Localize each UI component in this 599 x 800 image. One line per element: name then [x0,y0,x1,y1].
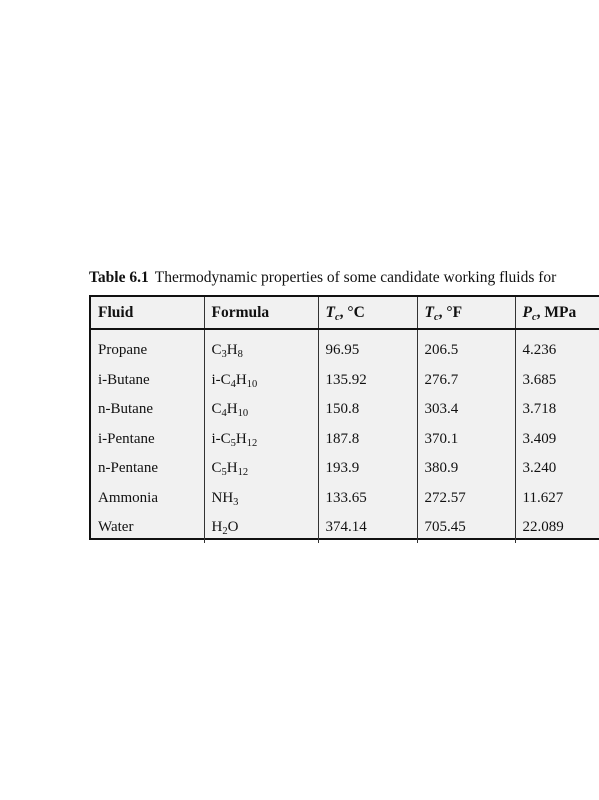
cell-tc-celsius: 96.95 [318,329,417,366]
cell-tc-celsius: 187.8 [318,425,417,455]
cell-pc-mpa: 11.627 [522,489,564,506]
cell-formula: $C_4H_{10}$ [204,395,318,425]
cell-fluid: Propane [91,329,204,366]
cell-pc-mpa: 3.409 [522,430,557,447]
cell-tc-celsius: 193.9 [318,454,417,484]
table-row [91,484,599,514]
cell-formula: $C_3H_8$ [204,329,318,366]
cell-pc-mpa: 4.236 [522,342,557,359]
cell-fluid: i-Pentane [91,425,204,455]
header-fluid: Fluid [91,297,204,329]
header-pc-mpa: $P_c$, MPa [515,297,599,329]
table-row [91,395,599,425]
cell-formula: $i-C_5H_{12}$ [204,425,318,455]
cell-fluid: n-Pentane [91,454,204,484]
cell-formula: $C_5H_{12}$ [204,454,318,484]
cell-tc-celsius: 374.14 [318,513,417,543]
cell-pc-mpa: 3.718 [522,401,557,418]
cell-fluid: i-Butane [91,366,204,396]
cell-tc-fahrenheit: 276.7 [417,366,515,396]
table-caption [89,268,556,288]
cell-tc-celsius: 133.65 [318,484,417,514]
properties-table [89,295,599,540]
cell-tc-fahrenheit: 303.4 [417,395,515,425]
header-tc-celsius: $T_c$, °C [318,297,417,329]
cell-tc-fahrenheit: 272.57 [417,484,515,514]
table-title: Thermodynamic properties of some candidate working fluids for [154,269,557,286]
cell-pc-mpa: 3.685 [522,371,557,388]
table-header-row [91,297,599,329]
cell-pc-mpa: 22.089 [522,519,564,536]
cell-formula: $H_2O$ [204,513,318,543]
table-row [91,513,599,543]
cell-formula: $i-C_4H_{10}$ [204,366,318,396]
table-number: Table 6.1 [89,269,149,286]
cell-fluid: Water [91,513,204,543]
cell-fluid: n-Butane [91,395,204,425]
table-row [91,425,599,455]
cell-tc-celsius: 135.92 [318,366,417,396]
cell-formula: $NH_3$ [204,484,318,514]
cell-tc-celsius: 150.8 [318,395,417,425]
cell-tc-fahrenheit: 705.45 [417,513,515,543]
cell-tc-fahrenheit: 206.5 [417,329,515,366]
table-row [91,454,599,484]
table-row [91,366,599,396]
cell-tc-fahrenheit: 370.1 [417,425,515,455]
table-row [91,329,599,366]
header-formula: Formula [204,297,318,329]
cell-fluid: Ammonia [91,484,204,514]
cell-tc-fahrenheit: 380.9 [417,454,515,484]
cell-pc-mpa: 3.240 [522,460,557,477]
header-tc-fahrenheit: $T_c$, °F [417,297,515,329]
